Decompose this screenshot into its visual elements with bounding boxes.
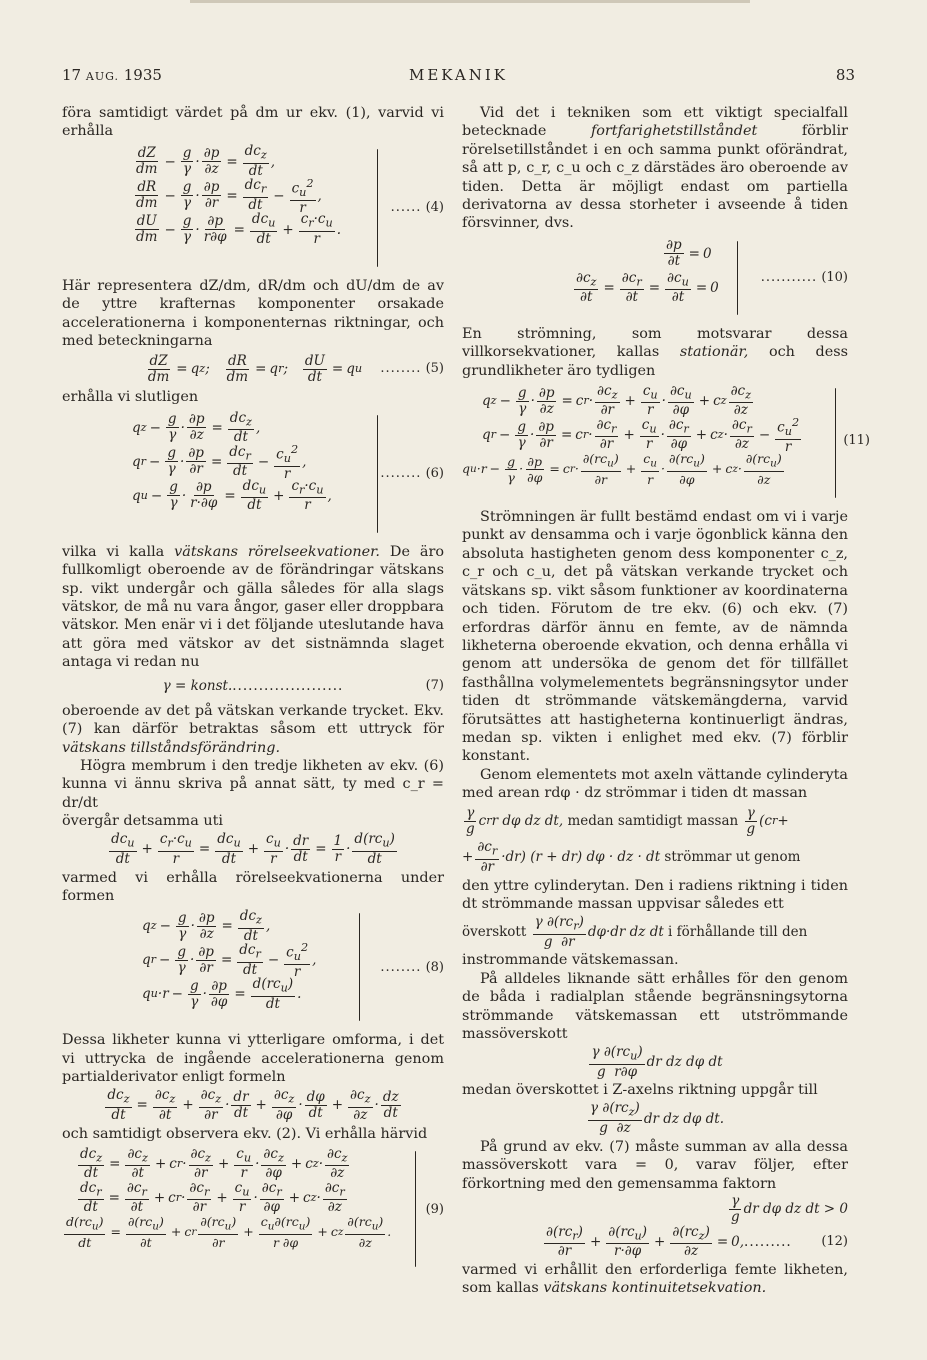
page-number: 83 [835, 66, 855, 84]
paragraph: Här representera dZ/dm, dR/dm och dU/dm de av de yttre krafternas komponenter orsakade accelerationerna i komponenternas riktningar, och med beteckningarna [62, 277, 444, 350]
paragraph: medan överskottet i Z-axelns riktning uppgår till [462, 1082, 818, 1099]
left-column [62, 104, 444, 1277]
paragraph: På grund av ekv. (7) måste summan av alla dessa massöverskott vara = 0, varav följer, efter förkortning med den gemensamma faktorn [462, 1138, 848, 1192]
equation-factor: $\frac{\gamma}{g}$ dr dφ dz dt > 0 [730, 1192, 848, 1225]
paragraph: varmed vi erhålla rörelseekvationerna under formen [62, 869, 444, 904]
page-header [62, 66, 855, 90]
paragraph: föra samtidigt värdet på dm ur ekv. (1), varvid vi erhålla [62, 105, 444, 140]
equation-overskott-r: överskott $\frac{\gamma \partial(rc_r)}{g \partial r}$ dφ·dr dz dt i förhållande till den [462, 914, 808, 950]
equation-overskott-z: $\frac{\gamma \partial(rc_z)}{g \partial z}$ dr dz dφ dt. [589, 1100, 725, 1137]
paragraph: oberoende av det på vätskan verkande trycket. Ekv. (7) kan därför betraktas såsom ett uttryck för vätskans tillståndsförändring. [62, 702, 444, 756]
right-column [462, 104, 870, 1298]
paragraph: Vid det i tekniken som ett viktigt specialfall betecknade fortfarighetstillståndet förblir rörelsetillståndet i en och samma punkt oförändrat, så att p, c_r, c_u och c_z därstädes äro oberoende av tiden. Detta är möjligt endast om partiella derivatorna av dessa storheter i avseende å tiden försvinner, dvs. [462, 105, 848, 232]
equation-total-derivative: $\frac{dc_z}{dt}$ = $\frac{\partial c_z}{\partial t}$ + $\frac{\partial c_z}{\partial r}$ · $\frac{dr}{dt}$ + $\frac{\partial c_z}{\partial\varphi}$ · $\frac{d\varphi}{dt}$ + $\frac{\partial c_z}{\partial z}$ · $\frac{dz}{dt}$ [107, 1087, 399, 1123]
header-date: 17 AUG. 1935 [62, 66, 162, 84]
equation-overskott-phi: $\frac{\gamma \partial(rc_u)}{\text{g r∂φ}}$ dr dz dφ dt [591, 1044, 723, 1080]
paragraph: Högra membrum i den tredje likheten av ekv. (6) kunna vi ännu skriva på annat sätt, ty med c_r = dr/dt [62, 757, 444, 811]
equation-12: $\frac{\partial(rc_r)}{\partial r}$ + $\frac{\partial(rc_u)}{r\cdot\partial\varphi}$ + $\frac{\partial(rc_z)}{\partial z}$ = 0, ......... (12) [546, 1223, 848, 1260]
equation-8: q z − $\frac{g}{\gamma}$ · $\frac{\partial p}{\partial z}$ = $\frac{dc_z}{dt}$ , q r − $\frac{g}{\gamma}$ · $\frac{\partial p}{\partial r}$ = $\frac{dc_r}{dt}$ − $\frac{c_u^2}{r}$ , q u ·r − $\frac{g}{\gamma}$ · $\frac{\partial p}{\partial\varphi}$ = $\frac{d(rc_u)}{dt}$ . ........ (8) [62, 909, 444, 1027]
paragraph: En strömning, som motsvarar dessa villkorsekvationer, kallas stationär, och dess grundlikheter äro tydligen [462, 325, 848, 379]
equation-11: q z − $\frac{g}{\gamma}$ · $\frac{\partial p}{\partial z}$ = c r · $\frac{\partial c_z}{\partial r}$ + $\frac{c_u}{r}$ · $\frac{\partial c_u}{\partial\varphi}$ + c z $\frac{\partial c_z}{\partial z}$ q r − $\frac{g}{\gamma}$ · $\frac{\partial p}{\partial r}$ = c r · $\frac{\partial c_r}{\partial r}$ + $\frac{c_u}{r}$ · $\frac{\partial c_r}{\partial\varphi}$ + c z · $\frac{\partial c_r}{\partial z}$ − $\frac{c_u^2}{r}$ q u ·r − $\frac{g}{\gamma}$ · $\frac{\partial p}{\partial\varphi}$ = c r · $\frac{\partial(rc_u)}{\partial r}$ + $\frac{c_u}{r}$ · $\frac{\partial(rc_u)}{\partial\varphi}$ + c z · $\frac{\partial(rc_u)}{\partial z}$ (11) [462, 384, 848, 504]
paragraph: På alldeles liknande sätt erhålles för den genom de båda i radialplan stående begränsningsytorna strömmande vätskemassan ett utströmmande massöverskott [462, 970, 848, 1042]
paragraph: Dessa likheter kunna vi ytterligare omforma, i det vi uttrycka de ingående accelerationerna genom partialderivator enligt formeln [62, 1032, 444, 1086]
equation-6: q z − $\frac{g}{\gamma}$ · $\frac{\partial p}{\partial z}$ = $\frac{dc_z}{dt}$ , q r − $\frac{g}{\gamma}$ · $\frac{\partial p}{\partial r}$ = $\frac{dc_r}{dt}$ − $\frac{c_u^2}{r}$ , q u − $\frac{g}{\gamma}$ · $\frac{\partial p}{r\cdot\partial\varphi}$ = $\frac{dc_u}{dt}$ + $\frac{c_r\cdot c_u}{r}$ , ........ (6) [62, 411, 444, 539]
paragraph: Strömningen är fullt bestämd endast om vi i varje punkt av densamma och i varje ögonblick känna den absoluta hastigheten genom dess komponenter c_z, c_r och c_u, det på vätskan verkande trycket och vätskans sp. vikt såsom funktioner av koordinaterna och tiden. Förutom de tre ekv. (6) och ekv. (7) erfordras därför ännu en femte, av de nämnda likheterna oberoende ekvation, och denna erhålla vi genom att undersöka de genom det för tillfället fasthållna volymelementets begränsningsytor under tiden dt strömmande vätskemängderna, varvid förutsättes att hastigheterna kontinuerligt ändras, medan sp. vikten i enlighet med ekv. (7) förblir konstant. [462, 509, 848, 765]
paragraph: vilka vi kalla vätskans rörelseekvationer. De äro fullkomligt oberoende av de förändringar vätskans sp. vikt undergår och gälla således för alla slags vätskor, de må nu vara ångor, gaser eller droppbara vätskor. Men enär vi i det följande uteslutande hava att göra med vätskor av det sistnämnda slaget antaga vi redan nu [62, 543, 445, 671]
equation-10: $\frac{\partial p}{\partial t}$ = 0 $\frac{\partial c_z}{\partial t}$ = $\frac{\partial c_r}{\partial t}$ = $\frac{\partial c_u}{\partial t}$ = 0 ........... (10) [462, 237, 848, 321]
equation-5: $\frac{dZ}{dm}$ = q z ; $\frac{dR}{dm}$ = q r ; $\frac{dU}{dt}$ = q u ........ (5) [147, 352, 444, 385]
paragraph: instrommande vätskemassan. [462, 952, 679, 969]
equation-9: $\frac{dc_z}{dt}$ = $\frac{\partial c_z}{\partial t}$ + c r · $\frac{\partial c_z}{\partial r}$ + $\frac{c_u}{r}$ · $\frac{\partial c_z}{\partial\varphi}$ + c z · $\frac{\partial c_z}{\partial z}$ $\frac{dc_r}{dt}$ = $\frac{\partial c_r}{\partial t}$ + c r · $\frac{\partial c_r}{\partial r}$ + $\frac{c_u}{r}$ · $\frac{\partial c_r}{\partial\varphi}$ + c z · $\frac{\partial c_r}{\partial z}$ $\frac{d(rc_u)}{dt}$ = $\frac{\partial(rc_u)}{\partial t}$ + c r $\frac{\partial(rc_u)}{\partial r}$ + $\frac{c_u\partial(rc_u)}{r \partial\varphi}$ + c z $\frac{\partial(rc_u)}{\partial z}$ . (9) [62, 1147, 444, 1273]
equation-derivative: $\frac{dc_u}{dt}$ + $\frac{c_r\cdot c_u}{r}$ = $\frac{dc_u}{dt}$ + $\frac{c_u}{r}$ · $\frac{dr}{dt}$ = $\frac{1}{r}$ · $\frac{d(rc_u)}{dt}$ [111, 831, 395, 867]
paragraph: Genom elementets mot axeln vättande cylinderyta med arean rdφ · dz strömmar i tiden dt massan [462, 766, 848, 802]
paragraph: den yttre cylinderytan. Den i radiens riktning i tiden dt strömmande massan uppvisar således ett [462, 877, 848, 912]
equation-7: γ = konst. ..................... (7) [162, 678, 444, 695]
top-edge-line [190, 0, 750, 3]
paragraph: övergår detsamma uti [62, 813, 224, 830]
equation-mass-outer: + $\frac{\partial c_r}{\partial r}$ ·dr) (r + dr) dφ · dz · dt strömmar ut genom [462, 839, 801, 875]
equation-mass-inner: $\frac{\gamma}{g}$ c r r dφ dz dt, medan samtidigt massan $\frac{\gamma}{g}$ (c r + [466, 805, 789, 838]
paragraph: och samtidigt observera ekv. (2). Vi erhålla härvid [62, 1125, 428, 1142]
paragraph: varmed vi erhållit den erforderliga femte likheten, som kallas vätskans kontinuitetsekvation. [462, 1262, 848, 1297]
paragraph: erhålla vi slutligen [62, 389, 199, 406]
equation-4: $\frac{dZ}{dm}$ − $\frac{g}{\gamma}$ · $\frac{\partial p}{\partial z}$ = $\frac{dc_z}{dt}$ , $\frac{dR}{dm}$ − $\frac{g}{\gamma}$ · $\frac{\partial p}{\partial r}$ = $\frac{dc_r}{dt}$ − $\frac{c_u^2}{r}$ , $\frac{dU}{dm}$ − $\frac{g}{\gamma}$ · $\frac{\partial p}{r\partial\varphi}$ = $\frac{dc_u}{dt}$ + $\frac{c_r\cdot c_u}{r}$ . ...... (4) [62, 145, 444, 273]
header-section-title: MEKANIK [409, 66, 508, 84]
